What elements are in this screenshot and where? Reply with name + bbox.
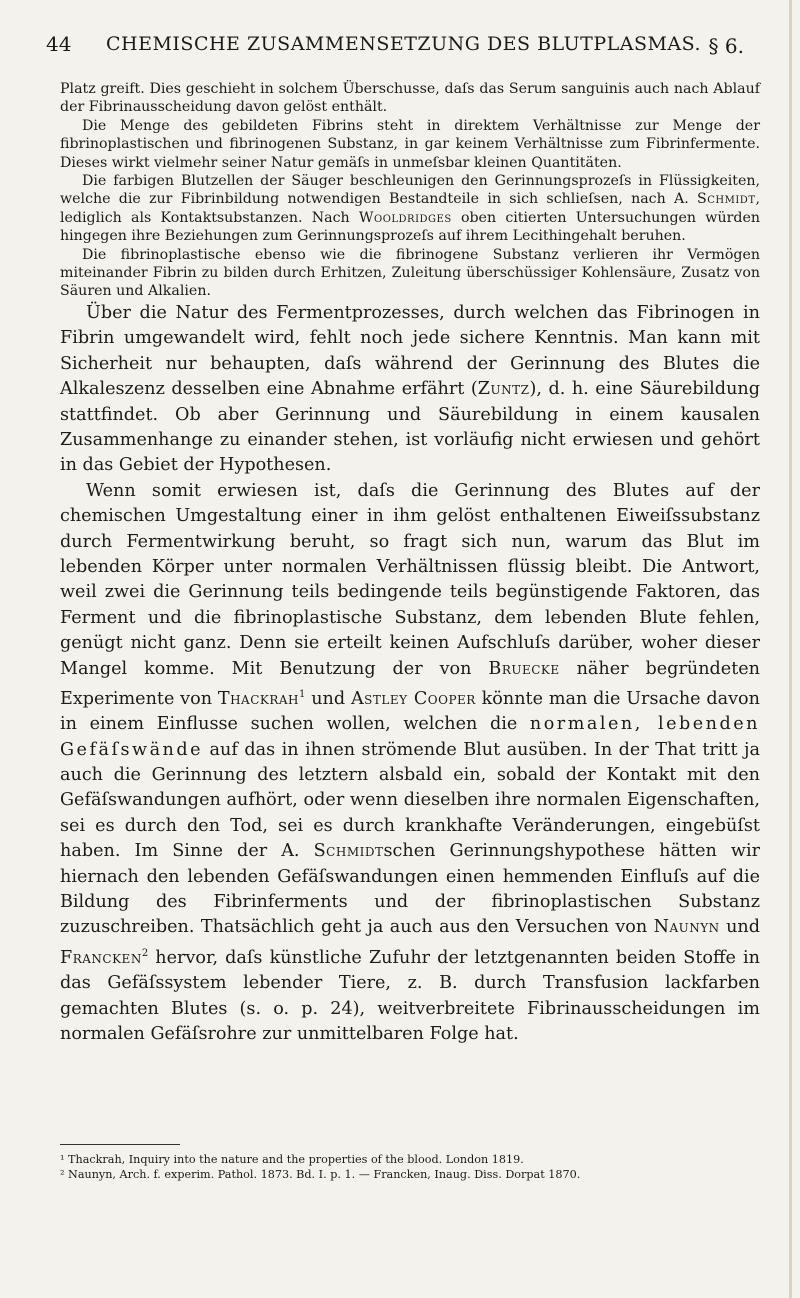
footnote-ref: 1 [299,688,306,700]
author-name: Zuntz [477,379,530,400]
author-name: Schmidt [697,191,756,208]
footnotes [60,1152,760,1182]
section-marker: § 6. [708,34,744,58]
author-name: Thackrah [217,688,300,709]
footnote-1: ¹ Thackrah, Inquiry into the nature and the properties of the blood. London 1819. [60,1153,524,1166]
page-edge [789,0,792,1298]
small-paragraph-1: Platz greift. Dies geschieht in solchem Überschusse, daſs das Serum sanguinis auch nach Ablauf der Fibrinausscheidung davon gelöst enthält. [60,81,760,116]
page-body [60,80,760,1047]
small-paragraph-4: Die fibrinoplastische ebenso wie die fibrinogene Substanz verlieren ihr Vermögen miteinander Fibrin zu bilden durch Erhitzen, Zuleitung überschüssiger Kohlensäure, Zusatz von Säuren und Alkalien. [60,246,760,300]
small-paragraph-2: Die Menge des gebildeten Fibrins steht in direktem Verhältnisse zur Menge der fibrinoplastischen und fibrinogenen Substanz, in gar keinem Verhältnisse zum Fibrinfermente. Dieses wirkt vielmehr seiner Natur gemäſs in unmeſsbar kleinen Quantitäten. [60,117,760,171]
running-title: CHEMISCHE ZUSAMMENSETZUNG DES BLUTPLASMAS. [106,33,702,55]
small-paragraph-3: Die farbigen Blutzellen der Säuger beschleunigen den Gerinnungsprozeſs in Flüssigkeiten, welche die zur Fibrinbildung notwendigen Bestandteile in sich schlieſsen, nach A. Schmidt, lediglich als Kontaktsubstanzen. Nach Wooldridges oben citierten Untersuchungen würden hingegen ihre Beziehungen zum Gerinnungsprozeſs auf ihrem Lecithingehalt beruhen. [60,173,760,245]
page-number: 44 [46,32,72,56]
author-name: Wooldridges [358,209,452,226]
emphasized-text: normalen, lebenden Gefäſswände [60,714,760,760]
page-header [46,32,744,58]
footnote-2: ² Naunyn, Arch. f. experim. Pathol. 1873. Bd. I. p. 1. — Francken, Inaug. Diss. Dorpat 1870. [60,1168,581,1181]
footnote-ref: 2 [141,947,149,959]
author-name: Naunyn [653,917,720,938]
author-name: Astley Cooper [350,688,476,709]
footnote-divider [60,1144,180,1145]
body-paragraph-2: Wenn somit erwiesen ist, daſs die Gerinnung des Blutes auf der chemischen Umgestaltung einer in ihm gelöst enthaltenen Eiweiſssubstanz durch Fermentwirkung beruht, so fragt sich nun, warum das Blut im lebenden Körper unter normalen Verhältnissen flüssig bleibt. Die Antwort, weil zwei die Gerinnung teils bedingende teils begünstigende Faktoren, das Ferment und die fibrinoplastische Substanz, dem lebenden Blute fehlen, genügt nicht ganz. Denn sie erteilt keinen Aufschluſs darüber, woher dieser Mangel komme. Mit Benutzung der von Bruecke näher begründeten Experimente von Thackrah$^1$ und Astley Cooper könnte man die Ursache davon in einem Einflusse suchen wollen, welchen die normalen, lebenden Gefäſswände auf das in ihnen strömende Blut ausüben. In der That tritt ja auch die Gerinnung des letztern alsbald ein, sobald der Kontakt mit den Gefäſswandungen aufhört, oder wenn dieselben ihre normalen Eigenschaften, sei es durch den Tod, sei es durch krankhafte Veränderungen, eingebüſst haben. Im Sinne der A. Schmidtschen Gerinnungshypothese hätten wir hiernach den lebenden Gefäſswandungen einen hemmenden Einfluſs auf die Bildung des Fibrinferments und der fibrinoplastischen Substanz zuzuschreiben. Thatsächlich geht ja auch aus den Versuchen von Naunyn und Francken$^2$ hervor, daſs künstliche Zufuhr der letztgenannten beiden Stoffe in das Gefäſssystem lebender Tiere, z. B. durch Transfusion lackfarben gemachten Blutes (s. o. p. 24), weitverbreitete Fibrinausscheidungen im normalen Gefäſsrohre zur unmittelbaren Folge hat. [60,480,761,1044]
author-name: Schmidt [313,841,384,862]
author-name: Bruecke [488,658,560,679]
author-name: Francken [60,947,142,968]
body-paragraph-1: Über die Natur des Fermentprozesses, durch welchen das Fibrinogen in Fibrin umgewandelt wird, fehlt noch jede sichere Kenntnis. Man kann mit Sicherheit nur behaupten, daſs während der Gerinnung des Blutes die Alkaleszenz desselben eine Abnahme erfährt (Zuntz), d. h. eine Säurebildung stattfindet. Ob aber Gerinnung und Säurebildung in einem kausalen Zusammenhange zu einander stehen, ist vorläufig nicht erwiesen und gehört in das Gebiet der Hypothesen. [60,302,760,476]
